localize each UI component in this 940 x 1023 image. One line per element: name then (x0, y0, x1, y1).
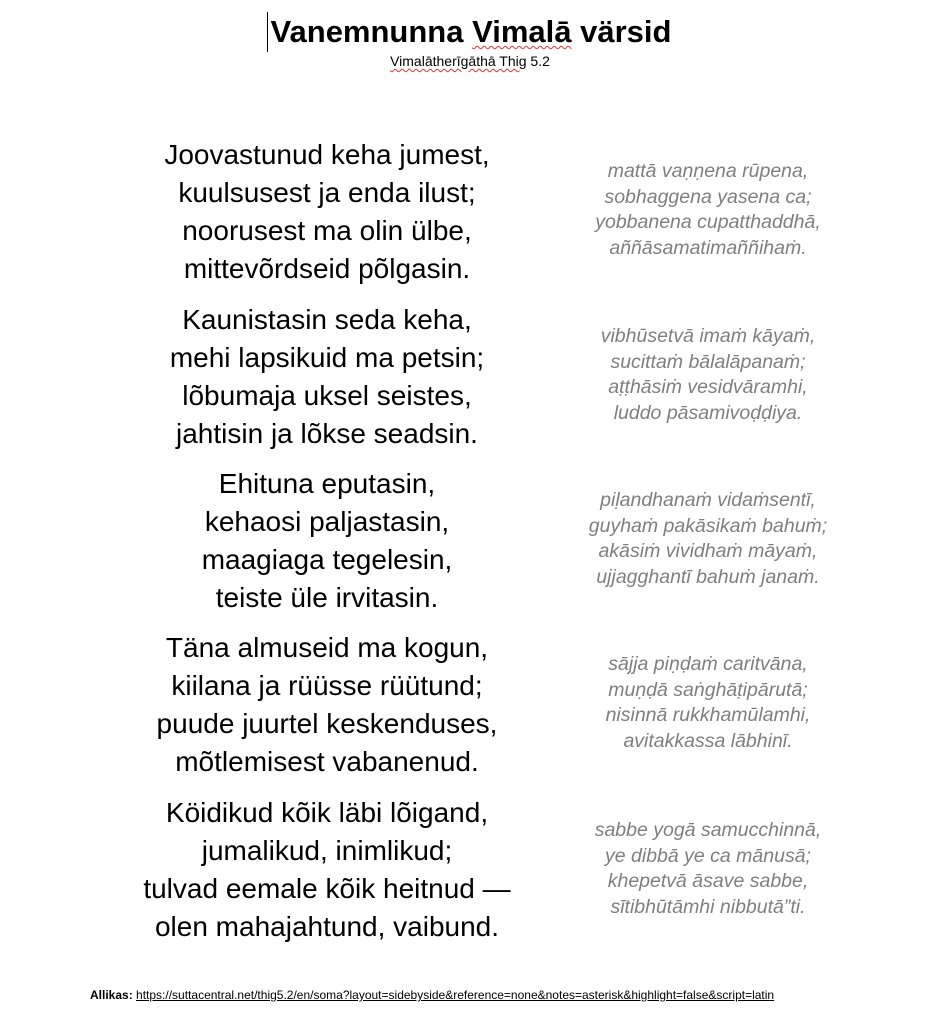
verse-line: lõbumaja uksel seistes, (182, 380, 472, 411)
stanza-1 (0, 136, 940, 296)
pali-line: nisinnā rukkhamūlamhi, (605, 704, 811, 726)
subtitle-text-number: 5.2 (526, 53, 550, 69)
page-title (269, 14, 672, 50)
pali-verse (558, 652, 858, 754)
pali-line: aññāsamatimaññihaṁ. (609, 236, 807, 259)
pali-line: ujjagghantī bahuṁ janaṁ. (596, 565, 820, 588)
verse-line: teiste üle irvitasin. (215, 582, 439, 613)
pali-line: sītibhūtāmhi nibbutā”ti. (610, 895, 806, 918)
source-citation (90, 987, 774, 1003)
verse-line: mehi lapsikuid ma petsin; (169, 342, 485, 373)
verse-line: Joovastunud keha jumest, (164, 139, 490, 170)
estonian-verse (90, 629, 564, 781)
verse-line: kuulsusest ja enda ilust; (178, 177, 476, 208)
stanza-4 (0, 629, 940, 789)
verse-line: Täna almuseid ma kogun, (165, 632, 489, 663)
estonian-verse (90, 301, 564, 453)
pali-line: avitakkassa lābhinī. (623, 729, 793, 752)
pali-line: mattā vaṇṇena rūpena, (607, 160, 809, 182)
verse-line: kehaosi paljastasin, (204, 506, 450, 537)
estonian-verse (90, 136, 564, 288)
verse-line: olen mahajahtund, vaibund. (154, 911, 500, 942)
title-text-2-misspelled[interactable]: Vimalā (472, 14, 572, 49)
pali-line: yobbanena cupatthaddhā, (595, 211, 821, 233)
pali-verse (558, 324, 858, 426)
subtitle-text-misspelled[interactable]: Vimalātherīgāthā Thig (390, 53, 527, 69)
verse-line: jumalikud, inimlikud; (201, 835, 453, 866)
stanza-5 (0, 794, 940, 954)
pali-line: sājja piṇḍaṁ caritvāna, (608, 653, 808, 675)
verse-line: kiilana ja rüüsse rüütund; (171, 670, 483, 701)
title-text-1: Vanemnunna (270, 14, 473, 49)
pali-line: guyhaṁ pakāsikaṁ bahuṁ; (588, 514, 828, 537)
verse-line: tulvad eemale kõik heitnud — (143, 873, 511, 904)
estonian-verse (90, 465, 564, 617)
estonian-verse (90, 794, 564, 946)
verse-line: mittevõrdseid põlgasin. (183, 253, 471, 284)
pali-verse (558, 159, 858, 261)
verse-line: Kaunistasin seda keha, (182, 304, 472, 335)
verse-line: noorusest ma olin ülbe, (182, 215, 472, 246)
pali-verse (558, 488, 858, 590)
pali-line: akāsiṁ vividhaṁ māyaṁ, (598, 540, 818, 562)
pali-line: sobhaggena yasena ca; (604, 185, 812, 208)
page-subtitle (0, 52, 940, 70)
pali-line: khepetvā āsave sabbe, (607, 870, 809, 892)
verse-line: jahtisin ja lõkse seadsin. (176, 418, 478, 449)
pali-line: sabbe yogā samucchinnā, (594, 819, 822, 841)
title-text-3: värsid (571, 14, 672, 49)
pali-line: luddo pāsamivoḍḍiya. (613, 401, 803, 424)
pali-line: sucittaṁ bālalāpanaṁ; (610, 350, 806, 373)
stanza-3 (0, 465, 940, 625)
verse-line: Köidikud kõik läbi lõigand, (165, 797, 489, 828)
verse-line: puude juurtel keskenduses, (156, 708, 498, 739)
pali-line: ye dibbā ye ca mānusā; (605, 844, 811, 867)
pali-line: aṭṭhāsiṁ vesidvāramhi, (608, 376, 808, 398)
text-cursor (267, 12, 268, 52)
pali-line: muṇḍā saṅghāṭipārutā; (608, 678, 808, 701)
document-header (0, 14, 940, 70)
source-label: Allikas: (90, 988, 133, 1002)
pali-line: piḷandhanaṁ vidaṁsentī, (600, 489, 816, 511)
pali-verse (558, 818, 858, 920)
pali-line: vibhūsetvā imaṁ kāyaṁ, (600, 325, 816, 347)
stanza-2 (0, 301, 940, 461)
verse-line: Ehituna eputasin, (218, 468, 436, 499)
verse-line: mõtlemisest vabanenud. (175, 746, 479, 777)
source-link[interactable]: https://suttacentral.net/thig5.2/en/soma?layout=sidebyside&reference=none&notes=asterisk&highlight=false&script=latin (136, 988, 775, 1002)
verse-line: maagiaga tegelesin, (201, 544, 453, 575)
